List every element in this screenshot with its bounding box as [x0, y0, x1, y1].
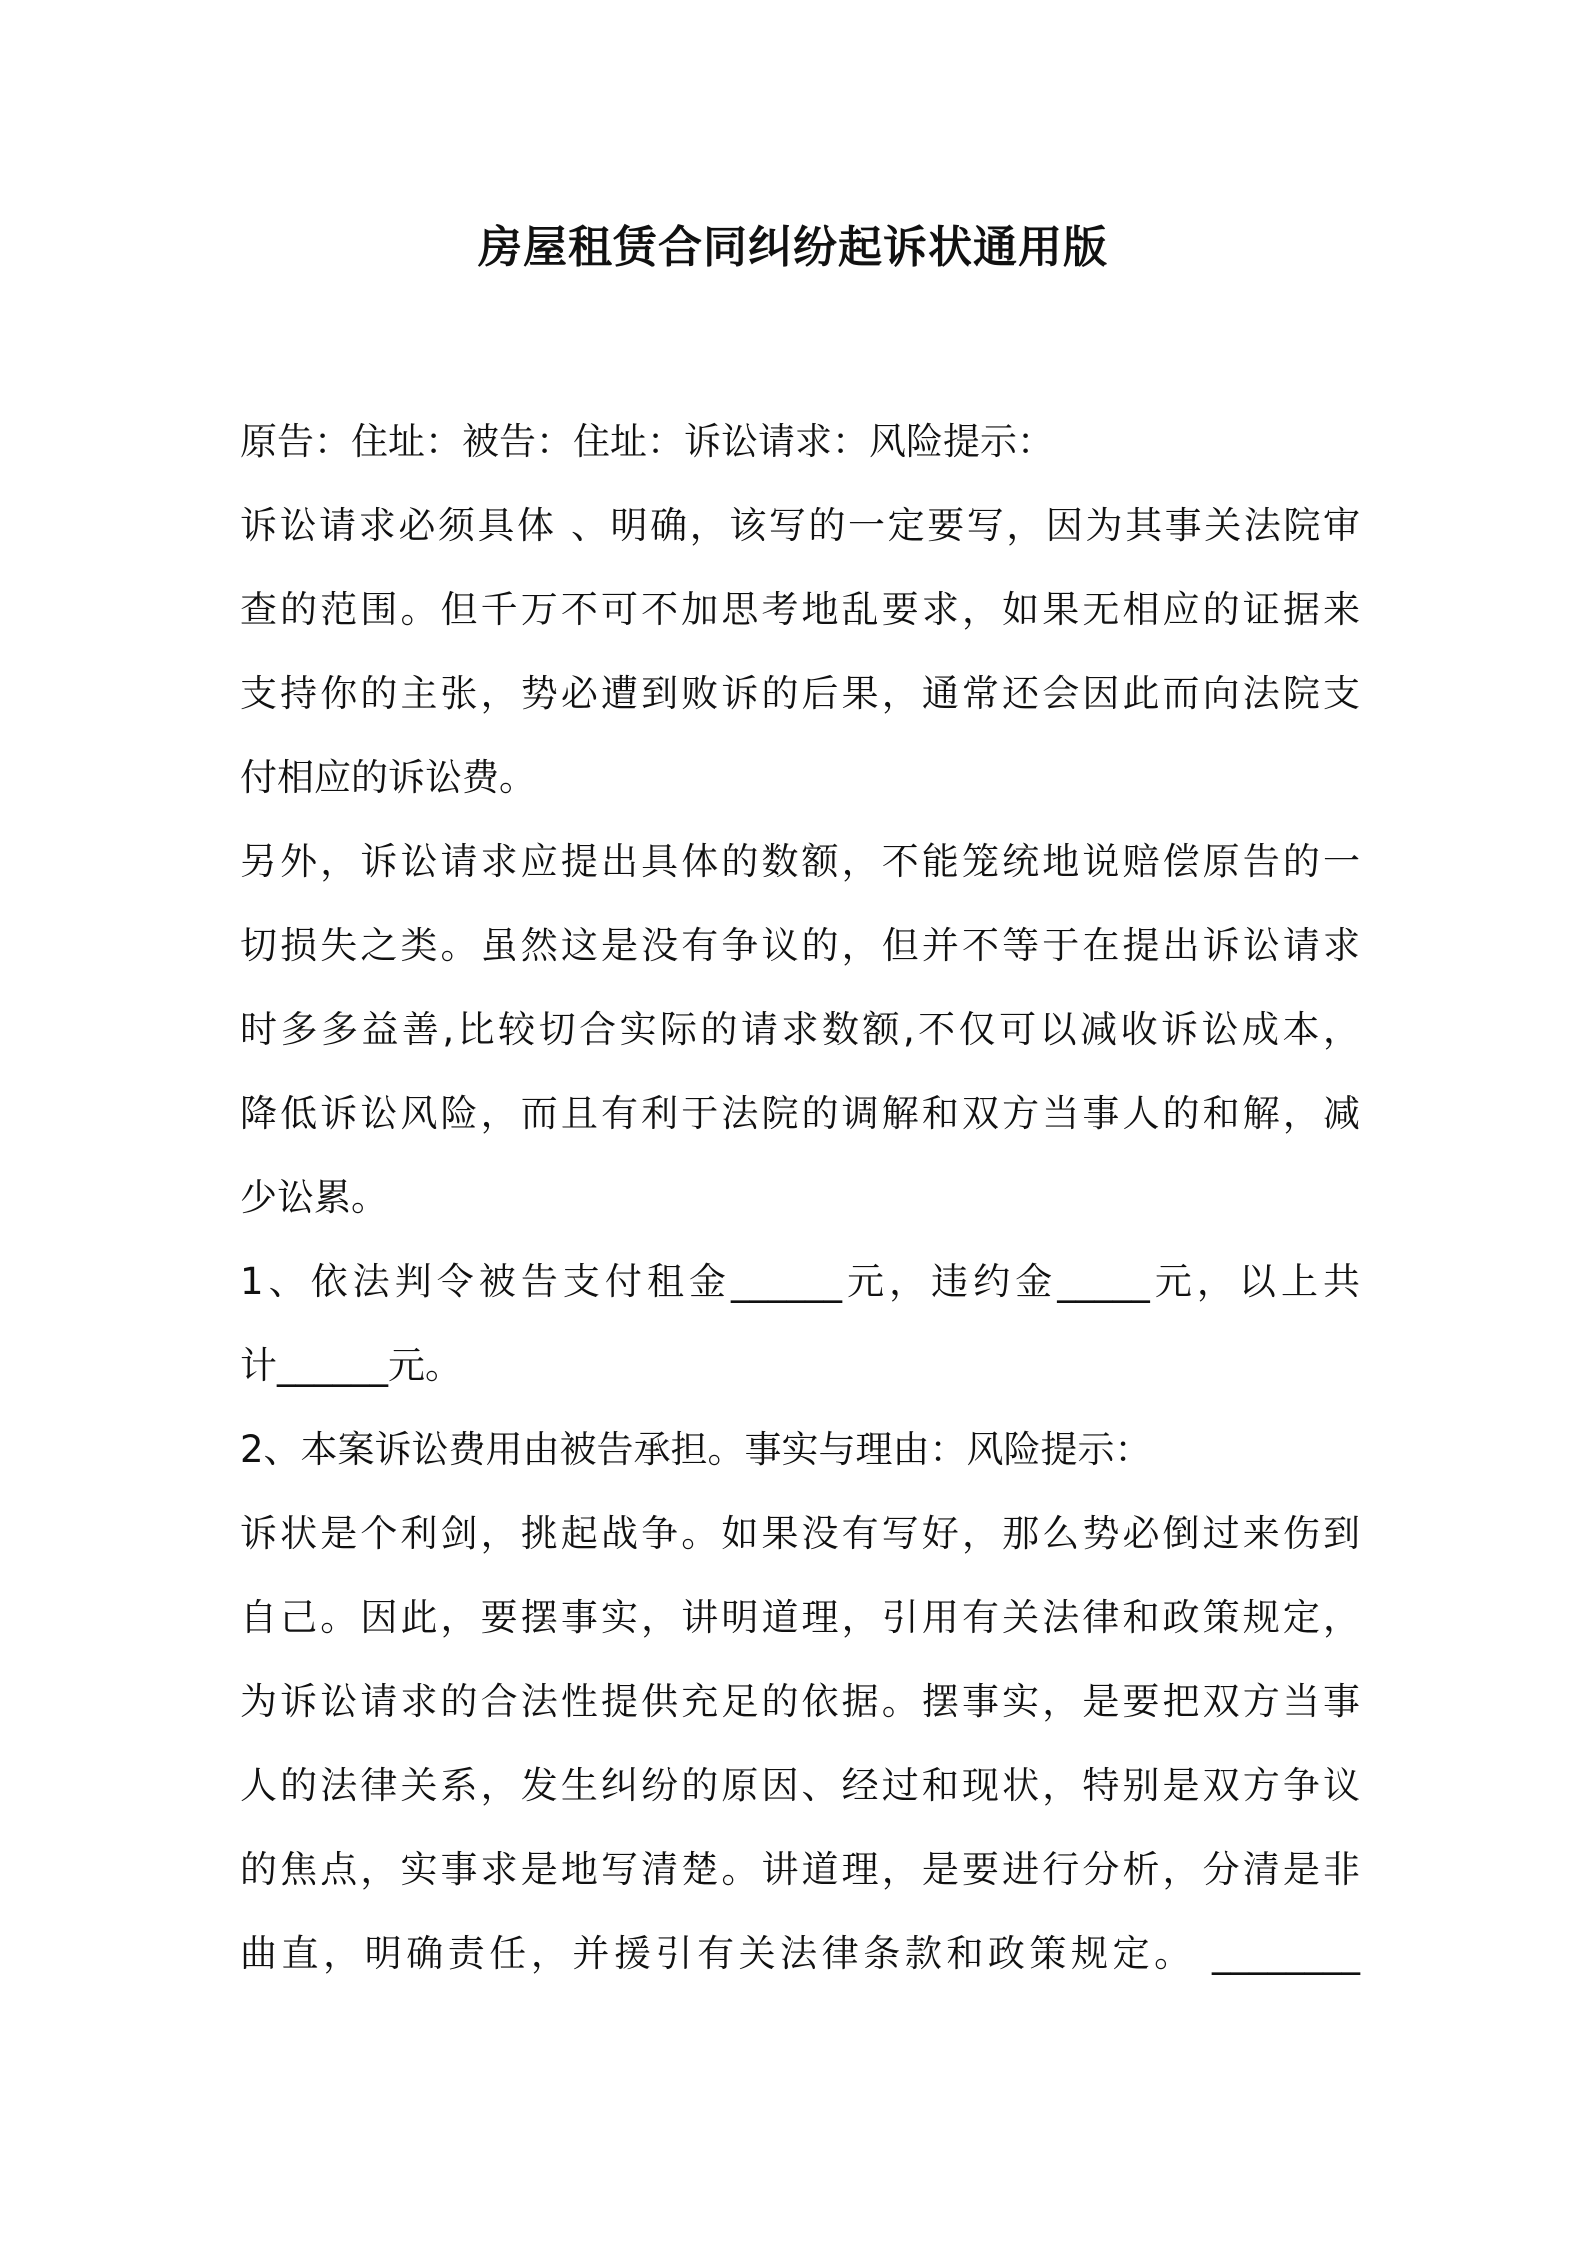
text-line-7: 切损失之类。虽然这是没有争议的，但并不等于在提出诉讼请求	[240, 924, 1360, 967]
text-line-18: 的焦点，实事求是地写清楚。讲道理，是要进行分析，分清是非	[240, 1848, 1360, 1891]
text-line-15: 自己。因此，要摆事实，讲明道理，引用有关法律和政策规定，	[240, 1596, 1360, 1639]
text-line-5: 付相应的诉讼费。	[240, 756, 536, 799]
text-line-13: 2、本案诉讼费用由被告承担。事实与理由：风险提示：	[240, 1428, 1152, 1471]
text-line-6: 另外，诉讼请求应提出具体的数额，不能笼统地说赔偿原告的一	[240, 840, 1360, 883]
text-line-17: 人的法律关系，发生纠纷的原因、经过和现状，特别是双方争议	[240, 1764, 1360, 1807]
text-line-8: 时多多益善,比较切合实际的请求数额,不仅可以减收诉讼成本，	[240, 1008, 1360, 1051]
text-line-2: 诉讼请求必须具体 、明确，该写的一定要写，因为其事关法院审	[240, 504, 1360, 547]
text-line-10: 少讼累。	[240, 1176, 388, 1219]
text-line-14: 诉状是个利剑，挑起战争。如果没有写好，那么势必倒过来伤到	[240, 1512, 1360, 1555]
document-body	[240, 400, 1360, 1996]
text-line-9: 降低诉讼风险，而且有利于法院的调解和双方当事人的和解，减	[240, 1092, 1360, 1135]
text-line-16: 为诉讼请求的合法性提供充足的依据。摆事实，是要把双方当事	[240, 1680, 1360, 1723]
text-line-11: 1、依法判令被告支付租金______元，违约金_____元，以上共	[240, 1260, 1360, 1303]
text-line-12: 计______元。	[240, 1344, 462, 1387]
text-line-4: 支持你的主张，势必遭到败诉的后果，通常还会因此而向法院支	[240, 672, 1360, 715]
text-line-19: 曲直，明确责任，并援引有关法律条款和政策规定。 ________	[240, 1932, 1360, 1975]
text-line-3: 查的范围。但千万不可不加思考地乱要求，如果无相应的证据来	[240, 588, 1360, 631]
text-line-1: 原告：住址：被告：住址：诉讼请求：风险提示：	[240, 420, 1054, 463]
document-title: 房屋租赁合同纠纷起诉状通用版	[478, 222, 1108, 273]
